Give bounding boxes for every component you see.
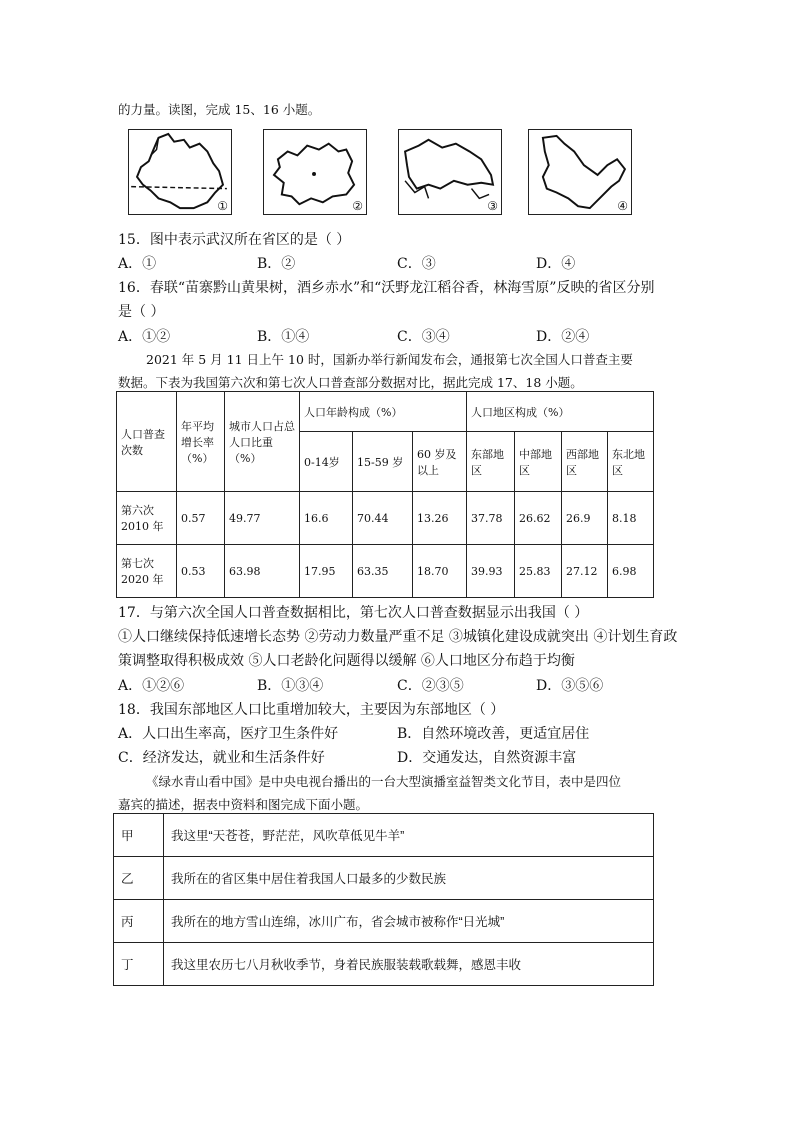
table-row [114, 857, 654, 900]
guest-table [113, 813, 654, 986]
header-region-east: 东部地区 [467, 432, 515, 492]
province-maps [128, 129, 642, 217]
guest-text: 我所在的地方雪山连绵，冰川广布，省会城市被称作“日光城” [164, 900, 654, 943]
header-age-0-14: 0-14岁 [300, 432, 353, 492]
option-18-d[interactable]: D．交通发达，自然资源丰富 [397, 750, 577, 766]
guest-key: 乙 [114, 857, 164, 900]
option-18-a[interactable]: A．人口出生率高，医疗卫生条件好 [118, 726, 339, 742]
table-row [117, 545, 654, 598]
row-name: 第六次 [121, 504, 154, 517]
guest-text: 我这里“天苍苍，野茫茫，风吹草低见牛羊” [164, 814, 654, 857]
header-region-central: 中部地区 [515, 432, 562, 492]
header-age: 人口年龄构成（%） [300, 392, 467, 432]
cell-growth: 0.53 [177, 545, 225, 598]
census-intro: 2021 年 5 月 11 日上午 10 时，国新办举行新闻发布会，通报第七次全国人口普查主要 [146, 352, 633, 367]
cell-age-1: 17.95 [300, 545, 353, 598]
cell-region-3: 27.12 [562, 545, 608, 598]
question-16-stem: 16．春联“苗寨黔山黄果树，酒乡赤水”和“沃野龙江稻谷香，林海雪原”反映的省区分别 [118, 280, 655, 296]
cell-age-1: 16.6 [300, 492, 353, 545]
show-intro-cont: 嘉宾的描述，据表中资料和图完成下面小题。 [118, 797, 369, 812]
map-yunnan [128, 129, 232, 215]
guest-key: 丙 [114, 900, 164, 943]
cell-region-1: 39.93 [467, 545, 515, 598]
map-label: ① [217, 199, 228, 213]
cell-age-2: 70.44 [353, 492, 413, 545]
option-15-d[interactable]: D．④ [536, 256, 576, 272]
header-region: 人口地区构成（%） [467, 392, 654, 432]
table-row [114, 943, 654, 986]
row-year: 2020 年 [121, 573, 164, 586]
map-label: ③ [487, 199, 498, 213]
map-heilongjiang [528, 129, 632, 215]
cell-urban: 49.77 [225, 492, 300, 545]
question-17-items: ①人口继续保持低速增长态势 ②劳动力数量严重不足 ③城镇化建设成就突出 ④计划生育政 [118, 629, 678, 645]
map-guizhou [263, 129, 367, 215]
guest-key: 丁 [114, 943, 164, 986]
map-label: ④ [617, 199, 628, 213]
option-15-b[interactable]: B．② [257, 256, 296, 272]
header-census: 人口普查次数 [117, 392, 177, 492]
cell-age-3: 13.26 [413, 492, 467, 545]
guest-text: 我这里农历七八月秋收季节，身着民族服装载歌载舞，感恩丰收 [164, 943, 654, 986]
option-16-b[interactable]: B．①④ [257, 329, 310, 345]
census-table [116, 391, 654, 598]
option-18-c[interactable]: C．经济发达，就业和生活条件好 [118, 750, 325, 766]
header-region-west: 西部地区 [562, 432, 608, 492]
header-age-60: 60 岁及以上 [413, 432, 467, 492]
option-16-c[interactable]: C．③④ [397, 329, 450, 345]
header-urban: 城市人口占总人口比重（%） [225, 392, 300, 492]
cell-region-3: 26.9 [562, 492, 608, 545]
header-growth: 年平均增长率（%） [177, 392, 225, 492]
cell-region-2: 25.83 [515, 545, 562, 598]
header-region-northeast: 东北地区 [608, 432, 654, 492]
cell-age-3: 18.70 [413, 545, 467, 598]
census-intro-cont: 数据。下表为我国第六次和第七次人口普查部分数据对比，据此完成 17、18 小题。 [118, 375, 583, 390]
cell-region-4: 8.18 [608, 492, 654, 545]
table-row [117, 492, 654, 545]
cell-region-1: 37.78 [467, 492, 515, 545]
option-15-c[interactable]: C．③ [397, 256, 436, 272]
guest-key: 甲 [114, 814, 164, 857]
row-name: 第七次 [121, 557, 154, 570]
guest-text: 我所在的省区集中居住着我国人口最多的少数民族 [164, 857, 654, 900]
option-16-a[interactable]: A．①② [118, 329, 171, 345]
table-row [114, 814, 654, 857]
header-age-15-59: 15-59 岁 [353, 432, 413, 492]
option-15-a[interactable]: A．① [118, 256, 157, 272]
question-17-items-cont: 策调整取得积极成效 ⑤人口老龄化问题得以缓解 ⑥人口地区分布趋于均衡 [118, 653, 575, 669]
question-15-stem: 15．图中表示武汉所在省区的是（ ） [118, 232, 351, 248]
cell-urban: 63.98 [225, 545, 300, 598]
option-18-b[interactable]: B．自然环境改善，更适宜居住 [397, 726, 590, 742]
map-label: ② [352, 199, 363, 213]
intro-line: 的力量。读图，完成 15、16 小题。 [118, 102, 321, 117]
row-year: 2010 年 [121, 520, 164, 533]
question-16-stem-cont: 是（ ） [118, 304, 165, 320]
option-17-c[interactable]: C．②③⑤ [397, 678, 464, 694]
map-hubei [398, 129, 502, 215]
cell-region-4: 6.98 [608, 545, 654, 598]
cell-growth: 0.57 [177, 492, 225, 545]
cell-age-2: 63.35 [353, 545, 413, 598]
option-16-d[interactable]: D．②④ [536, 329, 590, 345]
cell-region-2: 26.62 [515, 492, 562, 545]
option-17-a[interactable]: A．①②⑥ [118, 678, 185, 694]
option-17-d[interactable]: D．③⑤⑥ [536, 678, 604, 694]
show-intro: 《绿水青山看中国》是中央电视台播出的一台大型演播室益智类文化节目，表中是四位 [146, 774, 622, 789]
option-17-b[interactable]: B．①③④ [257, 678, 324, 694]
question-17-stem: 17．与第六次全国人口普查数据相比，第七次人口普查数据显示出我国（ ） [118, 605, 589, 621]
question-18-stem: 18．我国东部地区人口比重增加较大，主要因为东部地区（ ） [118, 702, 505, 718]
table-row [114, 900, 654, 943]
